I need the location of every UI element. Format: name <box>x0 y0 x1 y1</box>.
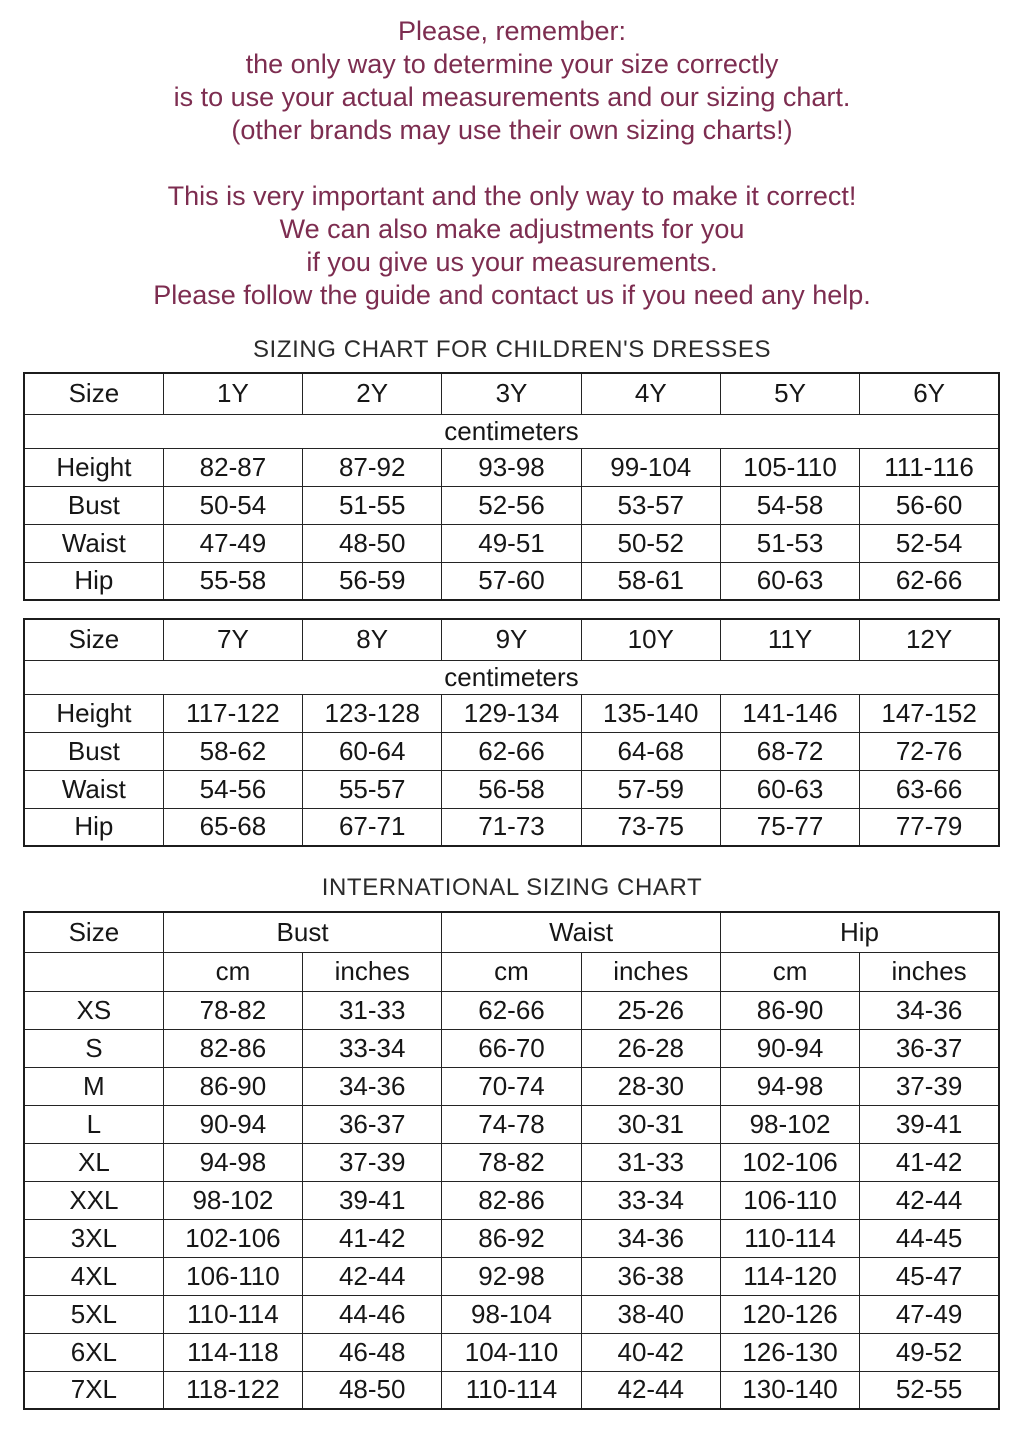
intro-line: if you give us your measurements. <box>306 247 718 277</box>
measurement-value-cell: 93-98 <box>442 448 581 486</box>
measurement-value-cell: 105-110 <box>720 448 859 486</box>
size-header-row <box>24 619 999 660</box>
size-label-cell: M <box>24 1067 163 1105</box>
measurement-value-cell: 64-68 <box>581 732 720 770</box>
measurement-value-cell: 70-74 <box>442 1067 581 1105</box>
measurement-value-cell: 117-122 <box>163 694 302 732</box>
group-header-cell: Bust <box>163 912 442 952</box>
measurement-value-cell: 31-33 <box>581 1143 720 1181</box>
measurement-value-cell: 50-54 <box>163 486 302 524</box>
measurement-value-cell: 135-140 <box>581 694 720 732</box>
measurement-label-cell: Height <box>24 448 163 486</box>
size-row <box>24 1219 999 1257</box>
size-label-cell: 6XL <box>24 1333 163 1371</box>
intro-note-secondary <box>0 180 1024 312</box>
measurement-row <box>24 732 999 770</box>
measurement-value-cell: 82-87 <box>163 448 302 486</box>
measurement-value-cell: 72-76 <box>860 732 999 770</box>
measurement-value-cell: 106-110 <box>163 1257 302 1295</box>
intro-line: Please, remember: <box>397 16 627 46</box>
measurement-value-cell: 62-66 <box>442 991 581 1029</box>
measurement-value-cell: 75-77 <box>720 808 859 846</box>
measurement-value-cell: 98-104 <box>442 1295 581 1333</box>
group-header-cell: Hip <box>720 912 999 952</box>
measurement-value-cell: 36-37 <box>860 1029 999 1067</box>
measurement-value-cell: 104-110 <box>442 1333 581 1371</box>
measurement-value-cell: 51-53 <box>720 524 859 562</box>
measurement-value-cell: 60-64 <box>303 732 442 770</box>
measurement-label-cell: Hip <box>24 562 163 600</box>
size-label-cell: 3XL <box>24 1219 163 1257</box>
measurement-value-cell: 94-98 <box>163 1143 302 1181</box>
size-label-cell: XL <box>24 1143 163 1181</box>
measurement-value-cell: 62-66 <box>442 732 581 770</box>
international-sizing-table <box>23 911 1000 1410</box>
size-label-cell: 4XL <box>24 1257 163 1295</box>
measurement-value-cell: 55-57 <box>303 770 442 808</box>
size-header-row <box>24 373 999 414</box>
size-row <box>24 1371 999 1409</box>
measurement-value-cell: 92-98 <box>442 1257 581 1295</box>
measurement-value-cell: 86-90 <box>163 1067 302 1105</box>
children-sizing-table-7-12y <box>23 618 1000 847</box>
measurement-value-cell: 49-51 <box>442 524 581 562</box>
size-column-header: 11Y <box>720 619 859 660</box>
measurement-value-cell: 60-63 <box>720 770 859 808</box>
measurement-value-cell: 42-44 <box>581 1371 720 1409</box>
measurement-value-cell: 114-120 <box>720 1257 859 1295</box>
size-header-label: Size <box>24 912 163 952</box>
measurement-value-cell: 57-60 <box>442 562 581 600</box>
measurement-value-cell: 98-102 <box>720 1105 859 1143</box>
measurement-value-cell: 40-42 <box>581 1333 720 1371</box>
measurement-value-cell: 42-44 <box>860 1181 999 1219</box>
measurement-row <box>24 486 999 524</box>
measurement-value-cell: 45-47 <box>860 1257 999 1295</box>
size-row <box>24 991 999 1029</box>
size-row <box>24 1181 999 1219</box>
size-row <box>24 1295 999 1333</box>
unit-subheader-cell: cm <box>163 952 302 991</box>
measurement-value-cell: 106-110 <box>720 1181 859 1219</box>
unit-label-cell: centimeters <box>24 414 999 448</box>
measurement-row <box>24 694 999 732</box>
unit-subheader-cell: inches <box>581 952 720 991</box>
measurement-value-cell: 123-128 <box>303 694 442 732</box>
measurement-value-cell: 62-66 <box>860 562 999 600</box>
measurement-value-cell: 52-55 <box>860 1371 999 1409</box>
unit-subheader-row <box>24 952 999 991</box>
unit-row <box>24 660 999 694</box>
size-label-cell: L <box>24 1105 163 1143</box>
measurement-value-cell: 102-106 <box>720 1143 859 1181</box>
measurement-value-cell: 57-59 <box>581 770 720 808</box>
measurement-value-cell: 53-57 <box>581 486 720 524</box>
unit-label-cell: centimeters <box>24 660 999 694</box>
measurement-value-cell: 120-126 <box>720 1295 859 1333</box>
measurement-value-cell: 30-31 <box>581 1105 720 1143</box>
measurement-value-cell: 71-73 <box>442 808 581 846</box>
size-column-header: 10Y <box>581 619 720 660</box>
measurement-value-cell: 48-50 <box>303 524 442 562</box>
measurement-value-cell: 147-152 <box>860 694 999 732</box>
measurement-value-cell: 31-33 <box>303 991 442 1029</box>
measurement-value-cell: 55-58 <box>163 562 302 600</box>
measurement-value-cell: 52-54 <box>860 524 999 562</box>
measurement-value-cell: 42-44 <box>303 1257 442 1295</box>
measurement-value-cell: 54-58 <box>720 486 859 524</box>
intro-line: the only way to determine your size correctly <box>245 49 779 79</box>
size-header-label: Size <box>24 619 163 660</box>
measurement-value-cell: 34-36 <box>581 1219 720 1257</box>
measurement-value-cell: 67-71 <box>303 808 442 846</box>
size-label-cell: 7XL <box>24 1371 163 1409</box>
size-column-header: 12Y <box>860 619 999 660</box>
unit-subheader-cell: cm <box>720 952 859 991</box>
measurement-label-cell: Waist <box>24 770 163 808</box>
measurement-value-cell: 86-90 <box>720 991 859 1029</box>
measurement-value-cell: 60-63 <box>720 562 859 600</box>
unit-subheader-cell: inches <box>303 952 442 991</box>
measurement-value-cell: 47-49 <box>163 524 302 562</box>
measurement-value-cell: 65-68 <box>163 808 302 846</box>
measurement-value-cell: 110-114 <box>720 1219 859 1257</box>
measurement-value-cell: 44-45 <box>860 1219 999 1257</box>
measurement-value-cell: 66-70 <box>442 1029 581 1067</box>
intro-line: This is very important and the only way to make it correct! <box>167 181 857 211</box>
size-label-cell: XS <box>24 991 163 1029</box>
measurement-value-cell: 34-36 <box>303 1067 442 1105</box>
measurement-value-cell: 74-78 <box>442 1105 581 1143</box>
measurement-row <box>24 770 999 808</box>
measurement-value-cell: 44-46 <box>303 1295 442 1333</box>
size-column-header: 8Y <box>303 619 442 660</box>
measurement-value-cell: 26-28 <box>581 1029 720 1067</box>
unit-row <box>24 414 999 448</box>
group-header-cell: Waist <box>442 912 721 952</box>
measurement-value-cell: 28-30 <box>581 1067 720 1105</box>
measurement-value-cell: 36-38 <box>581 1257 720 1295</box>
measurement-value-cell: 82-86 <box>163 1029 302 1067</box>
size-column-header: 6Y <box>860 373 999 414</box>
size-label-cell: S <box>24 1029 163 1067</box>
size-column-header: 7Y <box>163 619 302 660</box>
measurement-value-cell: 130-140 <box>720 1371 859 1409</box>
measurement-value-cell: 33-34 <box>303 1029 442 1067</box>
measurement-label-cell: Bust <box>24 486 163 524</box>
measurement-value-cell: 102-106 <box>163 1219 302 1257</box>
measurement-value-cell: 38-40 <box>581 1295 720 1333</box>
measurement-value-cell: 37-39 <box>860 1067 999 1105</box>
measurement-value-cell: 41-42 <box>860 1143 999 1181</box>
measurement-value-cell: 52-56 <box>442 486 581 524</box>
measurement-value-cell: 37-39 <box>303 1143 442 1181</box>
size-column-header: 2Y <box>303 373 442 414</box>
size-label-cell: XXL <box>24 1181 163 1219</box>
size-column-header: 3Y <box>442 373 581 414</box>
measurement-value-cell: 110-114 <box>163 1295 302 1333</box>
international-sizing-chart-title: INTERNATIONAL SIZING CHART <box>321 874 703 901</box>
measurement-value-cell: 34-36 <box>860 991 999 1029</box>
measurement-value-cell: 39-41 <box>860 1105 999 1143</box>
size-row <box>24 1029 999 1067</box>
measurement-value-cell: 63-66 <box>860 770 999 808</box>
measurement-value-cell: 86-92 <box>442 1219 581 1257</box>
measurement-value-cell: 39-41 <box>303 1181 442 1219</box>
empty-corner-cell <box>24 952 163 991</box>
measurement-value-cell: 82-86 <box>442 1181 581 1219</box>
size-column-header: 9Y <box>442 619 581 660</box>
measurement-value-cell: 46-48 <box>303 1333 442 1371</box>
measurement-value-cell: 99-104 <box>581 448 720 486</box>
size-row <box>24 1105 999 1143</box>
measurement-value-cell: 73-75 <box>581 808 720 846</box>
measurement-row <box>24 808 999 846</box>
measurement-value-cell: 129-134 <box>442 694 581 732</box>
measurement-value-cell: 41-42 <box>303 1219 442 1257</box>
measurement-value-cell: 87-92 <box>303 448 442 486</box>
measurement-value-cell: 77-79 <box>860 808 999 846</box>
measurement-value-cell: 114-118 <box>163 1333 302 1371</box>
measurement-value-cell: 94-98 <box>720 1067 859 1105</box>
size-row <box>24 1257 999 1295</box>
measurement-row <box>24 524 999 562</box>
measurement-value-cell: 51-55 <box>303 486 442 524</box>
measurement-value-cell: 56-59 <box>303 562 442 600</box>
size-row <box>24 1143 999 1181</box>
measurement-value-cell: 90-94 <box>720 1029 859 1067</box>
measurement-value-cell: 50-52 <box>581 524 720 562</box>
size-label-cell: 5XL <box>24 1295 163 1333</box>
measurement-label-cell: Bust <box>24 732 163 770</box>
size-column-header: 1Y <box>163 373 302 414</box>
children-sizing-chart-title: SIZING CHART FOR CHILDREN'S DRESSES <box>252 336 772 363</box>
measurement-value-cell: 54-56 <box>163 770 302 808</box>
group-header-row <box>24 912 999 952</box>
size-column-header: 5Y <box>720 373 859 414</box>
intro-line: Please follow the guide and contact us if you need any help. <box>153 280 871 310</box>
measurement-value-cell: 110-114 <box>442 1371 581 1409</box>
measurement-value-cell: 36-37 <box>303 1105 442 1143</box>
size-row <box>24 1067 999 1105</box>
measurement-value-cell: 56-60 <box>860 486 999 524</box>
measurement-value-cell: 47-49 <box>860 1295 999 1333</box>
unit-subheader-cell: inches <box>860 952 999 991</box>
intro-note-primary <box>0 15 1024 147</box>
measurement-value-cell: 58-61 <box>581 562 720 600</box>
size-header-label: Size <box>24 373 163 414</box>
measurement-row <box>24 562 999 600</box>
measurement-value-cell: 68-72 <box>720 732 859 770</box>
measurement-value-cell: 56-58 <box>442 770 581 808</box>
measurement-value-cell: 58-62 <box>163 732 302 770</box>
measurement-value-cell: 90-94 <box>163 1105 302 1143</box>
measurement-value-cell: 25-26 <box>581 991 720 1029</box>
measurement-value-cell: 118-122 <box>163 1371 302 1409</box>
measurement-value-cell: 111-116 <box>860 448 999 486</box>
intro-line: is to use your actual measurements and our sizing chart. <box>173 82 851 112</box>
children-sizing-table-1-6y <box>23 372 1000 601</box>
measurement-label-cell: Waist <box>24 524 163 562</box>
measurement-value-cell: 48-50 <box>303 1371 442 1409</box>
measurement-value-cell: 78-82 <box>163 991 302 1029</box>
measurement-value-cell: 126-130 <box>720 1333 859 1371</box>
measurement-row <box>24 448 999 486</box>
measurement-value-cell: 49-52 <box>860 1333 999 1371</box>
intro-line: We can also make adjustments for you <box>279 214 745 244</box>
measurement-value-cell: 98-102 <box>163 1181 302 1219</box>
unit-subheader-cell: cm <box>442 952 581 991</box>
size-row <box>24 1333 999 1371</box>
measurement-value-cell: 141-146 <box>720 694 859 732</box>
measurement-value-cell: 33-34 <box>581 1181 720 1219</box>
size-column-header: 4Y <box>581 373 720 414</box>
intro-line: (other brands may use their own sizing charts!) <box>231 115 793 145</box>
measurement-label-cell: Height <box>24 694 163 732</box>
measurement-value-cell: 78-82 <box>442 1143 581 1181</box>
measurement-label-cell: Hip <box>24 808 163 846</box>
